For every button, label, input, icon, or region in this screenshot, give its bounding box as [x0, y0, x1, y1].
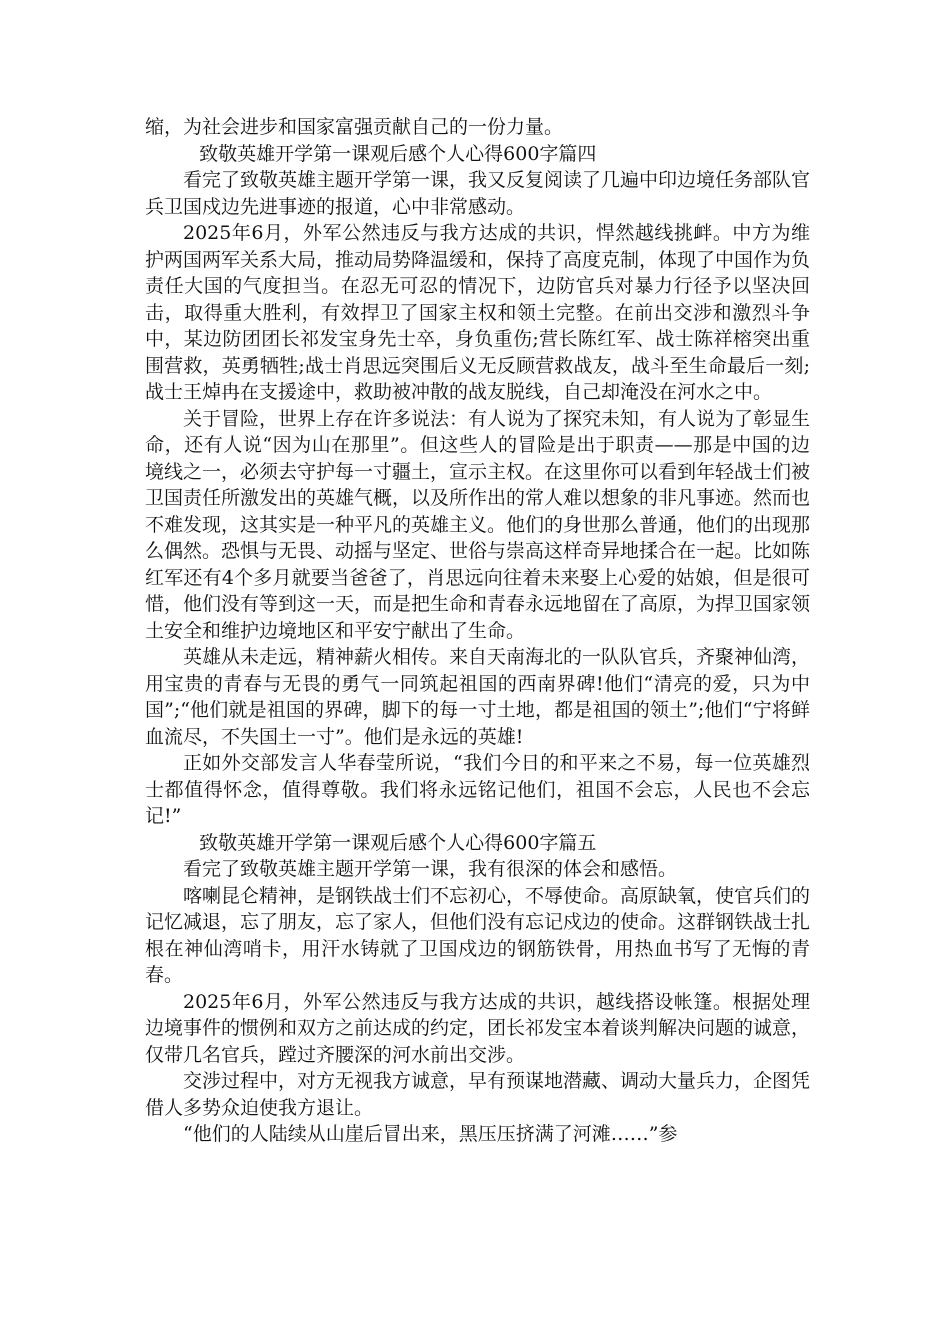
paragraph: 喀喇昆仑精神，是钢铁战士们不忘初心，不辱使命。高原缺氧，使官兵们的记忆减退，忘了朋友，忘了家人，但他们没有忘记戍边的使命。这群钢铁战士扎根在神仙湾哨卡，用汗水铸就了卫国戍边的钢筋铁骨，用热血书写了无悔的青春。 — [145, 884, 811, 986]
paragraph: “他们的人陆续从山崖后冒出来，黑压压挤满了河滩……”参 — [183, 1123, 678, 1145]
paragraph: 看完了致敬英雄主题开学第一课，我有很深的体会和感悟。 — [183, 858, 678, 880]
paragraph: 2025年6月，外军公然违反与我方达成的共识，悍然越线挑衅。中方为维护两国两军关系大局，推动局势降温缓和，保持了高度克制，体现了中国作为负责任大国的气度担当。在忍无可忍的情况下，边防官兵对暴力行径予以坚决回击，取得重大胜利，有效捍卫了国家主权和领土完整。在前出交涉和激烈斗争中，某边防团团长祁发宝身先士卒，身负重伤;营长陈红军、战士陈祥榕突出重围营救，英勇牺牲;战士肖思远突围后义无反顾营救战友，战斗至生命最后一刻;战士王焯冉在支援途中，救助被冲散的战友脱线，自己却淹没在河水之中。 — [145, 222, 811, 403]
paragraph-continuation: 缩，为社会进步和国家富强贡献自己的一份力量。 — [145, 116, 564, 138]
paragraph: 交涉过程中，对方无视我方诚意，早有预谋地潜藏、调动大量兵力，企图凭借人多势众迫使我方退让。 — [145, 1070, 811, 1119]
document-page — [145, 114, 810, 1148]
paragraph: 英雄从未走远，精神薪火相传。来自天南海北的一队队官兵，齐聚神仙湾，用宝贵的青春与无畏的勇气一同筑起祖国的西南界碑!他们“清亮的爱，只为中国”;“他们就是祖国的界碑，脚下的每一寸土地，都是祖国的领土”;他们“宁将鲜血流尽，不失国土一寸”。他们是永远的英雄! — [145, 646, 811, 748]
section-heading-5: 致敬英雄开学第一课观后感个人心得600字篇五 — [199, 831, 597, 854]
paragraph: 2025年6月，外军公然违反与我方达成的共识，越线搭设帐篷。根据处理边境事件的惯例和双方之前达成的约定，团长祁发宝本着谈判解决问题的诚意，仅带几名官兵，蹚过齐腰深的河水前出交涉。 — [145, 990, 811, 1066]
section-heading-4: 致敬英雄开学第一课观后感个人心得600字篇四 — [199, 142, 597, 165]
paragraph: 看完了致敬英雄主题开学第一课，我又反复阅读了几遍中印边境任务部队官兵卫国戍边先进事迹的报道，心中非常感动。 — [145, 169, 811, 218]
paragraph: 关于冒险，世界上存在许多说法：有人说为了探究未知，有人说为了彰显生命，还有人说“因为山在那里”。但这些人的冒险是出于职责——那是中国的边境线之一，必须去守护每一寸疆土，宣示主权。在这里你可以看到年轻战士们被卫国责任所激发出的英雄气概，以及所作出的常人难以想象的非凡事迹。然而也不难发现，这其实是一种平凡的英雄主义。他们的身世那么普通，他们的出现那么偶然。恐惧与无畏、动摇与坚定、世俗与崇高这样奇异地揉合在一起。比如陈红军还有4个多月就要当爸爸了，肖思远向往着未来娶上心爱的姑娘，但是很可惜，他们没有等到这一天，而是把生命和青春永远地留在了高原，为捍卫国家领土安全和维护边境地区和平安宁献出了生命。 — [145, 407, 811, 642]
paragraph: 正如外交部发言人华春莹所说，“我们今日的和平来之不易，每一位英雄烈士都值得怀念，值得尊敬。我们将永远铭记他们，祖国不会忘，人民也不会忘记!” — [145, 752, 810, 827]
